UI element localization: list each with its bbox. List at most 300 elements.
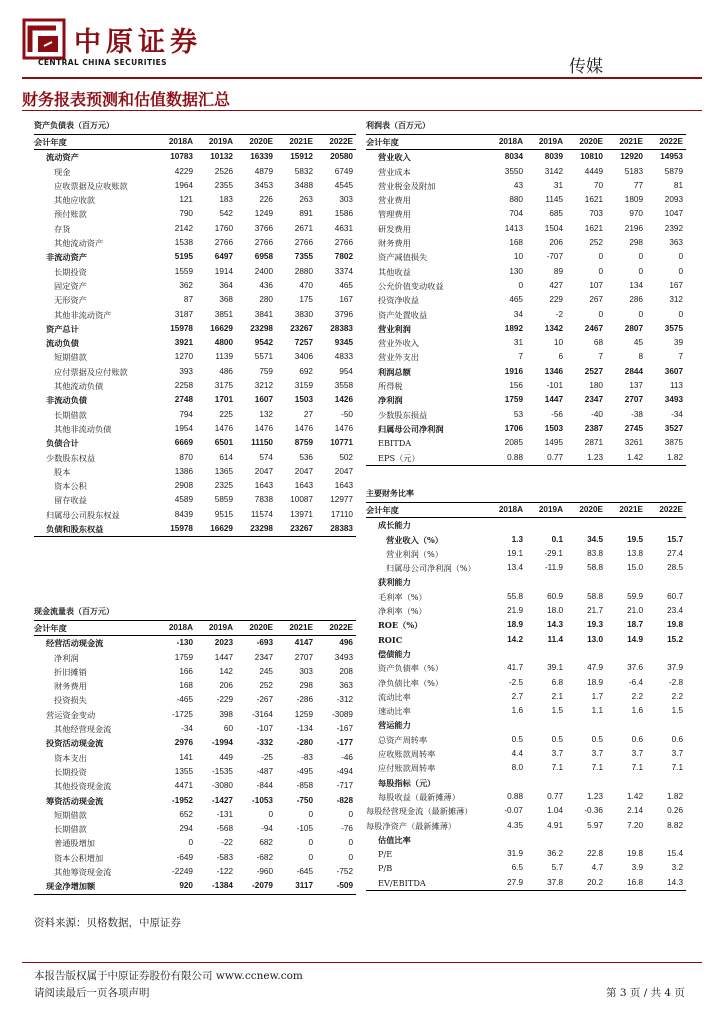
row-value: 3493 (664, 395, 683, 405)
table-row (366, 776, 686, 790)
row-label: ROIC (378, 634, 403, 645)
row-label: 预付账款 (54, 209, 87, 220)
row-label: 其他投资现金流 (54, 781, 112, 792)
table-row (34, 436, 356, 450)
row-value: 53 (513, 409, 523, 419)
row-value: 5879 (664, 166, 683, 176)
row-value: 37.6 (627, 663, 643, 673)
row-value: 12920 (620, 152, 643, 162)
row-value: -25 (261, 752, 273, 762)
row-value: -229 (216, 695, 233, 705)
row-label: 归属母公司净利润（%） (386, 563, 476, 574)
row-value: -3080 (212, 781, 233, 791)
row-value: 1760 (214, 223, 233, 233)
row-value: 2258 (174, 381, 193, 391)
row-value: -583 (216, 852, 233, 862)
row-value: 11574 (250, 509, 273, 519)
table-row (34, 751, 356, 765)
row-value: 2467 (584, 323, 603, 333)
row-label: 营运能力 (378, 720, 411, 731)
header-divider (22, 77, 702, 79)
row-value: 3142 (544, 166, 563, 176)
table-row (366, 365, 686, 379)
row-value: 1.23 (587, 791, 603, 801)
row-value: 449 (219, 752, 233, 762)
income-statement-title: 利润表（百万元） (366, 120, 430, 130)
row-value: 2766 (294, 238, 313, 248)
row-value: 3.7 (551, 749, 563, 759)
row-label: 投资净收益 (378, 295, 419, 306)
table-row (366, 308, 686, 322)
table-row (34, 693, 356, 707)
table-row (34, 794, 356, 808)
row-label: 归属母公司股东权益 (46, 509, 120, 520)
row-value: 920 (156, 879, 196, 894)
row-value: 34 (513, 309, 523, 319)
row-value: 614 (219, 452, 233, 462)
row-value (486, 647, 526, 661)
row-value: -858 (296, 781, 313, 791)
row-label: 资产总计 (46, 323, 79, 334)
row-value: 2093 (664, 195, 683, 205)
row-value: -267 (256, 695, 273, 705)
row-value: 7 (598, 352, 603, 362)
row-value: 2047 (294, 466, 313, 476)
row-label: 股本 (54, 466, 71, 477)
row-value (606, 833, 646, 847)
header-year: 2020E (566, 503, 606, 518)
row-value: 4833 (334, 352, 353, 362)
row-value: 1249 (254, 209, 273, 219)
row-value: 2766 (254, 238, 273, 248)
row-label: 其他流动资产 (54, 238, 104, 249)
row-value: 303 (339, 195, 353, 205)
row-value: 208 (339, 666, 353, 676)
row-value: 1964 (174, 180, 193, 190)
row-label: EV/EBITDA (366, 876, 486, 891)
row-label: 速动比率 (378, 706, 411, 717)
table-row (34, 179, 356, 193)
row-value: 0 (348, 838, 353, 848)
table-row (34, 222, 356, 236)
row-value: 20580 (330, 152, 353, 162)
row-value: 1139 (215, 352, 233, 362)
row-value (486, 575, 526, 589)
row-value: 28383 (316, 522, 356, 537)
row-value: 2325 (214, 481, 233, 491)
row-value: 7.1 (591, 763, 603, 773)
row-value: 891 (299, 209, 313, 219)
table-row (366, 250, 686, 264)
row-value: 7.1 (551, 763, 563, 773)
table-row (34, 651, 356, 665)
row-label: 所得税 (378, 381, 403, 392)
row-label: 营业收入 (378, 152, 411, 163)
row-label: 每股收益（最新摊薄） (378, 791, 460, 802)
table-row (34, 708, 356, 722)
row-value: 0 (308, 809, 313, 819)
header-year: 2021E (276, 135, 316, 150)
row-value: 470 (299, 280, 313, 290)
row-value: 3488 (294, 180, 313, 190)
row-value: 9542 (254, 338, 273, 348)
header-year: 2018A (156, 135, 196, 150)
row-value: 77 (633, 180, 643, 190)
row-value: -3164 (252, 709, 273, 719)
row-value: 0.6 (671, 734, 683, 744)
header-year: 2019A (526, 503, 566, 518)
row-value: -960 (256, 867, 273, 877)
table-row (34, 236, 356, 250)
header-year: 2019A (526, 135, 566, 150)
row-value: 31 (553, 180, 563, 190)
row-value: 682 (259, 838, 273, 848)
table-row (366, 833, 686, 847)
row-value: 23267 (290, 323, 313, 333)
row-value: 2400 (254, 266, 273, 276)
table-row (366, 590, 686, 604)
row-value: 60 (223, 724, 233, 734)
row-value: 7.1 (631, 763, 643, 773)
row-value: 6.8 (551, 677, 563, 687)
header-year: 2018A (486, 135, 526, 150)
row-value: 574 (259, 452, 273, 462)
row-value: 37.8 (526, 876, 566, 891)
row-value: 41.7 (507, 663, 523, 673)
row-label: P/E (378, 849, 393, 860)
row-label: 毛利率（%） (378, 591, 427, 602)
row-value: 3175 (214, 381, 233, 391)
row-value: 1.42 (606, 451, 646, 466)
row-value: 1476 (214, 423, 233, 433)
row-value: 5832 (294, 166, 313, 176)
row-label: 应收账款周转率 (378, 749, 436, 760)
row-value: 15978 (156, 522, 196, 537)
row-value: 166 (179, 666, 193, 676)
row-value: 18.7 (627, 620, 643, 630)
row-value: 0.5 (591, 734, 603, 744)
row-value: 465 (509, 295, 523, 305)
row-value: 685 (549, 209, 563, 219)
table-row (366, 647, 686, 661)
row-value: 23.4 (667, 606, 683, 616)
table-row (34, 265, 356, 279)
row-value: 880 (509, 195, 523, 205)
row-value: 4631 (334, 223, 353, 233)
row-value: 14.3 (547, 620, 563, 630)
sector-label: 传媒 (569, 57, 603, 77)
row-value: 2196 (624, 223, 643, 233)
row-value: 3921 (174, 338, 193, 348)
row-label: 公允价值变动收益 (378, 280, 444, 291)
row-value: 1047 (664, 209, 683, 219)
header-year: 2021E (606, 503, 646, 518)
table-row (34, 836, 356, 850)
row-value: 59.9 (627, 591, 643, 601)
row-value: 4800 (214, 338, 233, 348)
row-label: ROE（%） (378, 620, 423, 631)
row-label: 折旧摊销 (54, 666, 87, 677)
row-value: 5183 (624, 166, 643, 176)
row-value: 652 (179, 809, 193, 819)
row-label: 资产处置收益 (378, 309, 428, 320)
table-row (366, 279, 686, 293)
row-value: 267 (589, 295, 603, 305)
row-value: 0 (638, 252, 643, 262)
row-value: 294 (179, 824, 193, 834)
row-value: 486 (219, 366, 233, 376)
row-value: 0.5 (551, 734, 563, 744)
row-value: 1503 (544, 423, 563, 433)
row-value: 83.8 (587, 548, 603, 558)
row-value: 167 (669, 280, 683, 290)
row-value: 16629 (196, 522, 236, 537)
row-label: 少数股东权益 (46, 452, 96, 463)
table-row (366, 761, 686, 775)
table-row (34, 493, 356, 507)
row-value: 2707 (294, 652, 313, 662)
row-value: 130 (509, 266, 523, 276)
row-value: 113 (669, 381, 683, 391)
balance-sheet-table (34, 134, 356, 537)
row-value: 398 (219, 709, 233, 719)
row-value: 6497 (214, 252, 233, 262)
row-value: 1759 (174, 652, 193, 662)
row-value: 11150 (251, 438, 273, 448)
table-row (34, 822, 356, 836)
row-label: 经营活动现金流 (46, 638, 104, 649)
row-value: 368 (219, 295, 233, 305)
row-value: -828 (336, 795, 353, 805)
row-value: -6.4 (628, 677, 643, 687)
row-value (606, 647, 646, 661)
row-value: -1952 (172, 795, 193, 805)
row-value: 60.9 (547, 591, 563, 601)
table-row (366, 436, 686, 450)
table-row (366, 876, 686, 891)
row-label: 固定资产 (54, 280, 87, 291)
row-value: 4471 (174, 781, 193, 791)
table-row (366, 633, 686, 647)
row-value: -332 (256, 738, 273, 748)
row-value: -693 (256, 638, 273, 648)
row-value: 465 (339, 280, 353, 290)
row-value: 2527 (584, 366, 603, 376)
table-row (366, 747, 686, 761)
row-value: 3575 (664, 323, 683, 333)
row-value: -38 (631, 409, 643, 419)
row-value: 298 (629, 238, 643, 248)
row-value: -2.8 (668, 677, 683, 687)
row-value: 7 (518, 352, 523, 362)
row-value: 252 (259, 681, 273, 691)
cashflow-title: 现金流量表（百万元） (34, 606, 114, 616)
row-value: 1.82 (667, 791, 683, 801)
row-value: 2347 (584, 395, 603, 405)
table-row (366, 379, 686, 393)
row-value: 0.6 (631, 734, 643, 744)
row-label: 长期投资 (54, 266, 87, 277)
row-value: 3493 (334, 652, 353, 662)
table-row (34, 193, 356, 207)
header-year: 2021E (276, 621, 316, 636)
row-value (526, 518, 566, 533)
row-value: 7802 (334, 252, 353, 262)
table-row (34, 522, 356, 537)
row-value: 2880 (294, 266, 313, 276)
table-row (34, 279, 356, 293)
table-row (34, 779, 356, 793)
row-label: 其他筹资现金流 (54, 867, 112, 878)
row-value: -94 (261, 824, 273, 834)
row-label: 长期借款 (54, 409, 87, 420)
row-value: 132 (259, 409, 273, 419)
row-value: 15978 (170, 323, 193, 333)
row-value: 4589 (174, 495, 193, 505)
row-label: 财务费用 (54, 681, 87, 692)
row-value: 303 (299, 666, 313, 676)
row-value: 206 (219, 681, 233, 691)
row-value: -0.07 (504, 806, 523, 816)
row-value: 427 (549, 280, 563, 290)
row-value: 286 (629, 295, 643, 305)
row-value: 2387 (584, 423, 603, 433)
row-value: -280 (296, 738, 313, 748)
header-year: 2020E (566, 135, 606, 150)
row-value: 1.04 (547, 806, 563, 816)
row-value: 1.5 (551, 706, 563, 716)
row-value: 226 (259, 195, 273, 205)
row-value: 252 (589, 238, 603, 248)
row-value: 8759 (294, 438, 313, 448)
row-value: 1701 (214, 395, 233, 405)
row-value: 7 (678, 352, 683, 362)
row-value: -1384 (196, 879, 236, 894)
row-value: 4147 (294, 638, 313, 648)
row-value: 16339 (250, 152, 273, 162)
table-row (366, 661, 686, 675)
row-value (646, 518, 686, 533)
row-value: 2355 (214, 180, 233, 190)
row-value: 2671 (294, 223, 313, 233)
row-value: 0.88 (507, 791, 523, 801)
row-value: 3875 (664, 438, 683, 448)
row-value: 19.1 (507, 548, 523, 558)
company-logo (22, 18, 242, 70)
row-value: 3766 (254, 223, 273, 233)
row-value (606, 776, 646, 790)
row-label: 应收票据及应收账款 (54, 180, 128, 191)
row-value: 1386 (174, 466, 193, 476)
table-row (34, 365, 356, 379)
row-value (646, 776, 686, 790)
table-row (366, 733, 686, 747)
row-value: 6501 (214, 438, 233, 448)
table-row (34, 207, 356, 221)
row-value: -131 (216, 809, 233, 819)
table-row (366, 847, 686, 861)
row-label: 资本公积增加 (54, 852, 104, 863)
row-value: -487 (256, 766, 273, 776)
table-row (366, 165, 686, 179)
row-value: 19.5 (627, 534, 643, 544)
row-value: 8034 (504, 152, 523, 162)
row-value: -717 (336, 781, 353, 791)
table-row (366, 618, 686, 632)
row-value: 280 (259, 295, 273, 305)
row-value: -465 (176, 695, 193, 705)
row-value: -167 (336, 724, 353, 734)
row-label: 留存收益 (54, 495, 87, 506)
row-value: -105 (296, 824, 313, 834)
table-row (34, 308, 356, 322)
row-value: 0 (308, 852, 313, 862)
row-value: 206 (549, 238, 563, 248)
row-label: 净利润 (54, 652, 79, 663)
row-value: 3.7 (631, 749, 643, 759)
row-value: 3187 (174, 309, 193, 319)
row-value: 362 (179, 280, 193, 290)
row-value: 1145 (545, 195, 563, 205)
table-row (366, 408, 686, 422)
row-label: 其他经营现金流 (54, 724, 112, 735)
row-value: 2.2 (631, 691, 643, 701)
row-value: -1725 (172, 709, 193, 719)
row-value: 954 (339, 366, 353, 376)
row-value: 3212 (254, 381, 273, 391)
row-value: 87 (183, 295, 193, 305)
row-value: 759 (259, 366, 273, 376)
row-value: -645 (296, 867, 313, 877)
row-value: 1607 (254, 395, 273, 405)
row-value: 121 (179, 195, 193, 205)
row-value: 1426 (334, 395, 353, 405)
row-value: 2.14 (627, 806, 643, 816)
row-value: 1413 (504, 223, 523, 233)
row-value: 15.2 (667, 634, 683, 644)
row-label: 负债合计 (46, 438, 79, 449)
row-value (646, 575, 686, 589)
table-row (366, 451, 686, 466)
row-value: -2.5 (508, 677, 523, 687)
row-value: -11.9 (544, 563, 563, 573)
row-value: 2142 (174, 223, 193, 233)
row-value: 167 (339, 295, 353, 305)
row-value: 1355 (174, 766, 193, 776)
row-value: 8439 (174, 509, 193, 519)
row-value: 2766 (214, 238, 233, 248)
row-value: 8.82 (667, 820, 683, 830)
row-label: 非流动资产 (46, 252, 87, 263)
row-value: 1621 (584, 195, 603, 205)
row-value: 692 (299, 366, 313, 376)
row-value: 137 (629, 381, 643, 391)
row-value: 2347 (254, 652, 273, 662)
row-value: -0.36 (584, 806, 603, 816)
table-row (366, 819, 686, 833)
header-year: 2020E (236, 621, 276, 636)
row-value: 19.8 (627, 849, 643, 859)
table-row (366, 518, 686, 533)
row-value: 1495 (544, 438, 563, 448)
row-label: 其他非流动资产 (54, 309, 112, 320)
row-value: 5195 (174, 252, 193, 262)
row-value: 60.7 (667, 591, 683, 601)
row-value: 2871 (584, 438, 603, 448)
header-year: 2020E (236, 135, 276, 150)
row-label: 每股净资产（最新摊薄） (366, 820, 457, 831)
row-value: 1.82 (646, 451, 686, 466)
